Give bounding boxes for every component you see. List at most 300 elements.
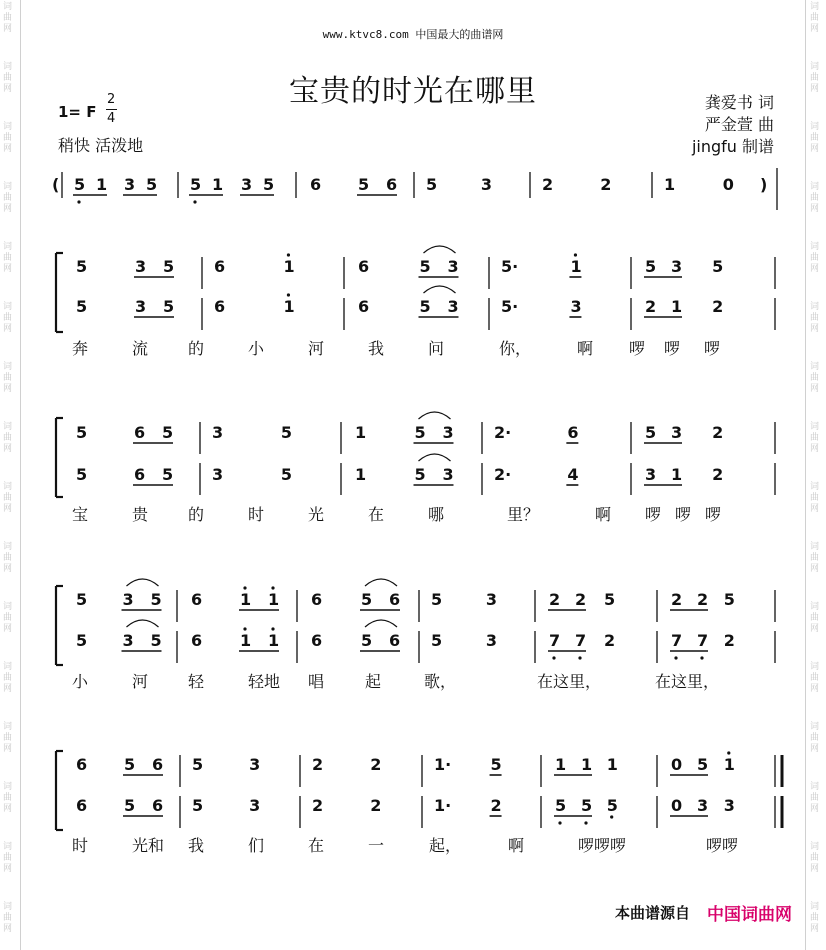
watermark-char: 词 <box>3 62 13 72</box>
lyric-syllable: 的 <box>188 339 205 358</box>
note-6: 6 <box>76 796 88 815</box>
lyric-syllable: 起 <box>365 672 382 691</box>
source-label: 本曲谱源自 <box>614 904 690 922</box>
note-3: 3 <box>212 465 224 484</box>
watermark-char: 词 <box>3 722 13 732</box>
note-6: 6 <box>386 175 398 194</box>
watermark-char: 网 <box>810 744 820 754</box>
note-2: 2 <box>575 590 587 609</box>
note-1: 1 <box>212 175 224 194</box>
low-octave-dot <box>610 815 613 818</box>
note-1: 1 <box>96 175 108 194</box>
note-5: 5 <box>723 590 735 609</box>
note-3: 3 <box>485 590 498 609</box>
note-5: 5 <box>76 590 88 609</box>
note-5: 5 <box>645 423 657 442</box>
note-5: 5 <box>190 175 202 194</box>
note-6: 6 <box>311 590 323 609</box>
note-5-dot: 5· <box>501 297 519 316</box>
lyric-syllable: 奔 <box>72 339 89 358</box>
watermark-char: 网 <box>810 204 820 214</box>
note-0: 0 <box>671 796 683 815</box>
tie-slur <box>365 579 397 586</box>
note-5: 5 <box>74 175 86 194</box>
low-octave-dot <box>578 656 581 659</box>
note-6: 6 <box>389 631 401 650</box>
tie-slur <box>419 454 451 461</box>
note-6: 6 <box>214 297 226 316</box>
source-site-link[interactable]: 中国词曲网 <box>707 905 792 925</box>
lyric-syllable: 轻 <box>188 672 205 691</box>
note-5: 5 <box>414 465 426 484</box>
watermark-char: 网 <box>810 864 820 874</box>
lyric-syllable: 流 <box>132 339 149 358</box>
watermark-char: 网 <box>810 384 820 394</box>
note-5: 5 <box>163 297 175 316</box>
note-3: 3 <box>135 257 147 276</box>
watermark-char: 词 <box>810 482 820 492</box>
note-5: 5 <box>414 423 426 442</box>
lyric-syllable: 光和 <box>132 836 165 855</box>
note-3: 3 <box>241 175 253 194</box>
note-5: 5 <box>431 631 443 650</box>
note-5: 5 <box>76 423 88 442</box>
note-5: 5 <box>150 631 162 650</box>
watermark-char: 网 <box>3 324 13 334</box>
note-1: 1 <box>268 590 280 609</box>
lyric-syllable: 时 <box>248 505 265 524</box>
watermark-char: 词 <box>3 902 13 912</box>
note-5: 5 <box>604 590 616 609</box>
note-5: 5 <box>162 423 174 442</box>
high-octave-dot <box>243 627 246 630</box>
note-6: 6 <box>214 257 226 276</box>
arranger-credit: jingfu 制谱 <box>691 137 774 156</box>
note-4: 4 <box>567 465 579 484</box>
note-6: 6 <box>389 590 401 609</box>
lyric-syllable: 在 <box>308 836 325 855</box>
note-6: 6 <box>358 297 370 316</box>
watermark-char: 词 <box>810 542 820 552</box>
watermark-char: 词 <box>810 782 820 792</box>
note-5: 5 <box>150 590 162 609</box>
watermark-char: 曲 <box>810 913 820 923</box>
low-octave-dot <box>674 656 677 659</box>
note-5: 5 <box>124 755 136 774</box>
lyric-syllable: 唱 <box>308 672 325 691</box>
note-5: 5 <box>280 465 293 484</box>
lyric-syllable: 哪 <box>428 505 445 524</box>
note-3: 3 <box>249 755 261 774</box>
composer-credit: 严金萱 曲 <box>704 115 774 134</box>
lyric-syllable: 河 <box>132 672 149 691</box>
note-2: 2 <box>712 297 724 316</box>
watermark-char: 网 <box>810 804 820 814</box>
lyric-syllable: 光 <box>308 505 325 524</box>
note-5: 5 <box>431 590 443 609</box>
note-1: 1 <box>555 755 567 774</box>
watermark-char: 曲 <box>3 793 13 803</box>
watermark-char: 曲 <box>810 133 820 143</box>
note-1: 1 <box>581 755 593 774</box>
note-0: 0 <box>671 755 683 774</box>
lyric-syllable: 们 <box>248 836 265 855</box>
watermark-char: 词 <box>3 122 13 132</box>
watermark-char: 词 <box>3 662 13 672</box>
watermark-char: 曲 <box>810 853 820 863</box>
high-octave-dot <box>727 751 730 754</box>
watermark-char: 曲 <box>3 373 13 383</box>
site-url: www.ktvc8.com 中国最大的曲谱网 <box>322 28 504 41</box>
watermark-char: 网 <box>810 144 820 154</box>
note-5: 5 <box>263 175 275 194</box>
lyricist-credit: 龚爱书 词 <box>704 93 774 112</box>
lyric-syllable: 啰 <box>705 505 722 524</box>
note-6: 6 <box>191 590 203 609</box>
note-6: 6 <box>358 257 370 276</box>
watermark-char: 曲 <box>810 433 820 443</box>
lyric-syllable: 一 <box>368 836 385 855</box>
watermark-char: 词 <box>3 302 13 312</box>
note-6: 6 <box>567 423 579 442</box>
note-0: 0 <box>722 175 734 194</box>
note-5: 5 <box>361 590 373 609</box>
watermark-char: 曲 <box>810 13 820 23</box>
watermark-char: 网 <box>3 24 13 34</box>
note-5: 5 <box>361 631 373 650</box>
note-7: 7 <box>549 631 561 650</box>
note-5: 5 <box>606 796 618 815</box>
note-2: 2 <box>712 423 724 442</box>
watermark-char: 网 <box>810 84 820 94</box>
watermark-char: 网 <box>810 444 820 454</box>
watermark-char: 曲 <box>3 913 13 923</box>
key-signature: 1= F <box>58 103 97 121</box>
note-1: 1 <box>570 257 582 276</box>
note-1: 1 <box>283 297 295 316</box>
watermark-char: 词 <box>810 302 820 312</box>
watermark-char: 词 <box>810 362 820 372</box>
watermark-char: 网 <box>3 744 13 754</box>
watermark-char: 网 <box>3 504 13 514</box>
note-5: 5 <box>697 755 709 774</box>
note-1: 1 <box>723 755 735 774</box>
watermark-char: 词 <box>3 182 13 192</box>
low-octave-dot <box>193 200 196 203</box>
note-1: 1 <box>240 590 252 609</box>
note-5: 5 <box>192 796 204 815</box>
low-octave-dot <box>584 821 587 824</box>
tie-slur <box>424 246 456 253</box>
watermark-char: 曲 <box>3 493 13 503</box>
watermark-char: 词 <box>810 722 820 732</box>
note-7: 7 <box>671 631 683 650</box>
note-3: 3 <box>442 465 454 484</box>
note-3: 3 <box>480 175 493 194</box>
note-2: 2 <box>604 631 616 650</box>
watermark-char: 曲 <box>3 13 13 23</box>
lyric-syllable: 小 <box>248 339 265 358</box>
watermark-char: 网 <box>810 264 820 274</box>
note-2: 2 <box>697 590 709 609</box>
note-1: 1 <box>268 631 280 650</box>
watermark-char: 曲 <box>3 673 13 683</box>
watermark-char: 词 <box>3 2 13 12</box>
note-5: 5 <box>419 257 431 276</box>
note-7: 7 <box>575 631 587 650</box>
watermark-char: 网 <box>3 144 13 154</box>
note-5: 5 <box>280 423 293 442</box>
watermark-char: 网 <box>3 684 13 694</box>
watermark-char: 曲 <box>810 253 820 263</box>
lyric-syllable: 啰 <box>645 505 662 524</box>
time-signature-denominator: 4 <box>107 111 116 126</box>
lyric-syllable: 啰 <box>629 339 646 358</box>
note-1: 1 <box>671 297 683 316</box>
note-5: 5 <box>555 796 567 815</box>
watermark-char: 网 <box>810 924 820 934</box>
note-1: 1 <box>671 465 683 484</box>
watermark-char: 曲 <box>810 373 820 383</box>
lyric-syllable: 问 <box>428 339 445 358</box>
tie-slur <box>419 412 451 419</box>
note-5: 5 <box>76 297 88 316</box>
lyric-syllable: 歌， <box>424 672 457 691</box>
note-1-dot: 1· <box>434 796 452 815</box>
high-octave-dot <box>271 627 274 630</box>
watermark-char: 网 <box>810 24 820 34</box>
note-2: 2 <box>645 297 657 316</box>
note-2: 2 <box>712 465 724 484</box>
watermark-char: 网 <box>3 264 13 274</box>
watermark-char: 词 <box>3 422 13 432</box>
note-6: 6 <box>191 631 203 650</box>
lyric-syllable: 在 <box>368 505 385 524</box>
note-1: 1 <box>664 175 676 194</box>
intro-close-paren: ) <box>760 175 768 194</box>
watermark-char: 网 <box>810 324 820 334</box>
lyric-syllable: 小 <box>72 672 89 691</box>
lyric-syllable: 轻地 <box>248 672 281 691</box>
lyric-syllable: 啰啰 <box>706 836 739 855</box>
note-6: 6 <box>310 175 322 194</box>
tie-slur <box>127 620 159 627</box>
watermark-char: 曲 <box>3 733 13 743</box>
note-5: 5 <box>419 297 431 316</box>
lyric-syllable: 啰 <box>664 339 681 358</box>
note-3: 3 <box>122 631 134 650</box>
note-3: 3 <box>447 257 459 276</box>
note-3: 3 <box>447 297 459 316</box>
watermark-char: 曲 <box>3 133 13 143</box>
lyric-syllable: 的 <box>188 505 205 524</box>
watermark-char: 词 <box>3 482 13 492</box>
watermark-char: 曲 <box>810 733 820 743</box>
note-2: 2 <box>312 755 324 774</box>
note-2: 2 <box>542 175 554 194</box>
watermark-char: 词 <box>810 422 820 432</box>
watermark-char: 曲 <box>3 433 13 443</box>
watermark-char: 词 <box>3 362 13 372</box>
high-octave-dot <box>271 586 274 589</box>
time-signature-numerator: 2 <box>107 92 116 107</box>
note-2-dot: 2· <box>494 465 512 484</box>
note-1: 1 <box>355 465 367 484</box>
note-3: 3 <box>671 257 683 276</box>
lyric-syllable: 啊 <box>577 339 594 358</box>
watermark-char: 网 <box>810 564 820 574</box>
intro-open-paren: ( <box>52 175 60 194</box>
watermark-char: 网 <box>3 864 13 874</box>
lyric-syllable: 我 <box>368 339 385 358</box>
watermark-char: 网 <box>810 504 820 514</box>
watermark-char: 词 <box>810 842 820 852</box>
watermark-char: 网 <box>810 684 820 694</box>
lyric-syllable: 啊 <box>508 836 525 855</box>
watermark-char: 曲 <box>810 613 820 623</box>
lyric-syllable: 河 <box>308 339 325 358</box>
note-3: 3 <box>671 423 683 442</box>
watermark-char: 词 <box>810 602 820 612</box>
watermark-char: 曲 <box>810 313 820 323</box>
lyric-syllable: 你， <box>499 339 532 358</box>
watermark-char: 曲 <box>810 493 820 503</box>
watermark-char: 曲 <box>810 673 820 683</box>
watermark-char: 词 <box>810 2 820 12</box>
note-5: 5 <box>712 257 724 276</box>
watermark-char: 曲 <box>3 313 13 323</box>
lyric-syllable: 啰啰啰 <box>578 836 627 855</box>
watermark-char: 曲 <box>3 73 13 83</box>
song-title: 宝贵的时光在哪里 <box>289 74 537 109</box>
watermark-char: 网 <box>3 444 13 454</box>
note-6: 6 <box>152 755 164 774</box>
watermark-char: 网 <box>810 624 820 634</box>
note-2: 2 <box>370 755 382 774</box>
note-5: 5 <box>76 631 88 650</box>
note-2: 2 <box>600 175 612 194</box>
tie-slur <box>365 620 397 627</box>
watermark-char: 词 <box>810 242 820 252</box>
note-5: 5 <box>645 257 657 276</box>
note-2: 2 <box>370 796 382 815</box>
note-3: 3 <box>212 423 224 442</box>
note-5: 5 <box>358 175 370 194</box>
note-3: 3 <box>124 175 136 194</box>
note-3: 3 <box>135 297 147 316</box>
note-1-dot: 1· <box>434 755 452 774</box>
high-octave-dot <box>287 293 290 296</box>
high-octave-dot <box>574 253 577 256</box>
lyric-syllable: 啰 <box>675 505 692 524</box>
note-2-dot: 2· <box>494 423 512 442</box>
note-5: 5 <box>192 755 204 774</box>
watermark-char: 词 <box>3 602 13 612</box>
watermark-char: 曲 <box>3 853 13 863</box>
note-5: 5 <box>146 175 158 194</box>
watermark-char: 曲 <box>3 193 13 203</box>
tie-slur <box>127 579 159 586</box>
note-6: 6 <box>311 631 323 650</box>
watermark-char: 曲 <box>810 193 820 203</box>
note-2: 2 <box>312 796 324 815</box>
note-5: 5 <box>162 465 174 484</box>
note-3: 3 <box>249 796 261 815</box>
note-3: 3 <box>570 297 582 316</box>
watermark-char: 曲 <box>3 553 13 563</box>
high-octave-dot <box>243 586 246 589</box>
lyric-syllable: 在这里， <box>655 672 720 691</box>
note-3: 3 <box>723 796 735 815</box>
note-3: 3 <box>485 631 498 650</box>
lyric-syllable: 啰 <box>704 339 721 358</box>
watermark-char: 网 <box>3 924 13 934</box>
note-2: 2 <box>549 590 561 609</box>
lyric-syllable: 啊 <box>595 505 612 524</box>
watermark-char: 网 <box>3 84 13 94</box>
watermark-char: 曲 <box>3 613 13 623</box>
watermark-char: 曲 <box>810 73 820 83</box>
lyric-syllable: 时 <box>72 836 89 855</box>
note-5: 5 <box>490 755 502 774</box>
note-5: 5 <box>124 796 136 815</box>
note-1: 1 <box>283 257 295 276</box>
note-6: 6 <box>134 423 146 442</box>
watermark-char: 词 <box>3 782 13 792</box>
tempo-marking: 稍快 活泼地 <box>58 136 144 155</box>
lyric-syllable: 宝 <box>72 505 89 524</box>
watermark-char: 词 <box>810 902 820 912</box>
lyric-syllable: 起， <box>429 836 462 855</box>
low-octave-dot <box>77 200 80 203</box>
low-octave-dot <box>552 656 555 659</box>
note-5: 5 <box>581 796 593 815</box>
note-1: 1 <box>240 631 252 650</box>
note-5: 5 <box>426 175 438 194</box>
note-6: 6 <box>152 796 164 815</box>
watermark-char: 词 <box>3 542 13 552</box>
watermark-char: 词 <box>810 662 820 672</box>
note-3: 3 <box>122 590 134 609</box>
watermark-char: 网 <box>3 384 13 394</box>
watermark-char: 词 <box>810 122 820 132</box>
watermark-char: 词 <box>3 242 13 252</box>
lyric-syllable: 我 <box>188 836 205 855</box>
note-6: 6 <box>76 755 88 774</box>
note-1: 1 <box>606 755 618 774</box>
watermark-char: 词 <box>810 182 820 192</box>
note-3: 3 <box>645 465 657 484</box>
watermark-char: 曲 <box>810 553 820 563</box>
watermark-char: 网 <box>3 204 13 214</box>
low-octave-dot <box>558 821 561 824</box>
note-6: 6 <box>134 465 146 484</box>
note-2: 2 <box>671 590 683 609</box>
note-3: 3 <box>697 796 709 815</box>
watermark-char: 词 <box>3 842 13 852</box>
lyric-syllable: 在这里， <box>537 672 602 691</box>
watermark-char: 网 <box>3 804 13 814</box>
note-5: 5 <box>76 257 88 276</box>
note-5: 5 <box>76 465 88 484</box>
lyric-syllable: 里？ <box>507 505 540 524</box>
note-5-dot: 5· <box>501 257 519 276</box>
watermark-char: 曲 <box>810 793 820 803</box>
watermark-char: 网 <box>3 564 13 574</box>
note-2: 2 <box>723 631 735 650</box>
note-2: 2 <box>490 796 502 815</box>
watermark-char: 词 <box>810 62 820 72</box>
